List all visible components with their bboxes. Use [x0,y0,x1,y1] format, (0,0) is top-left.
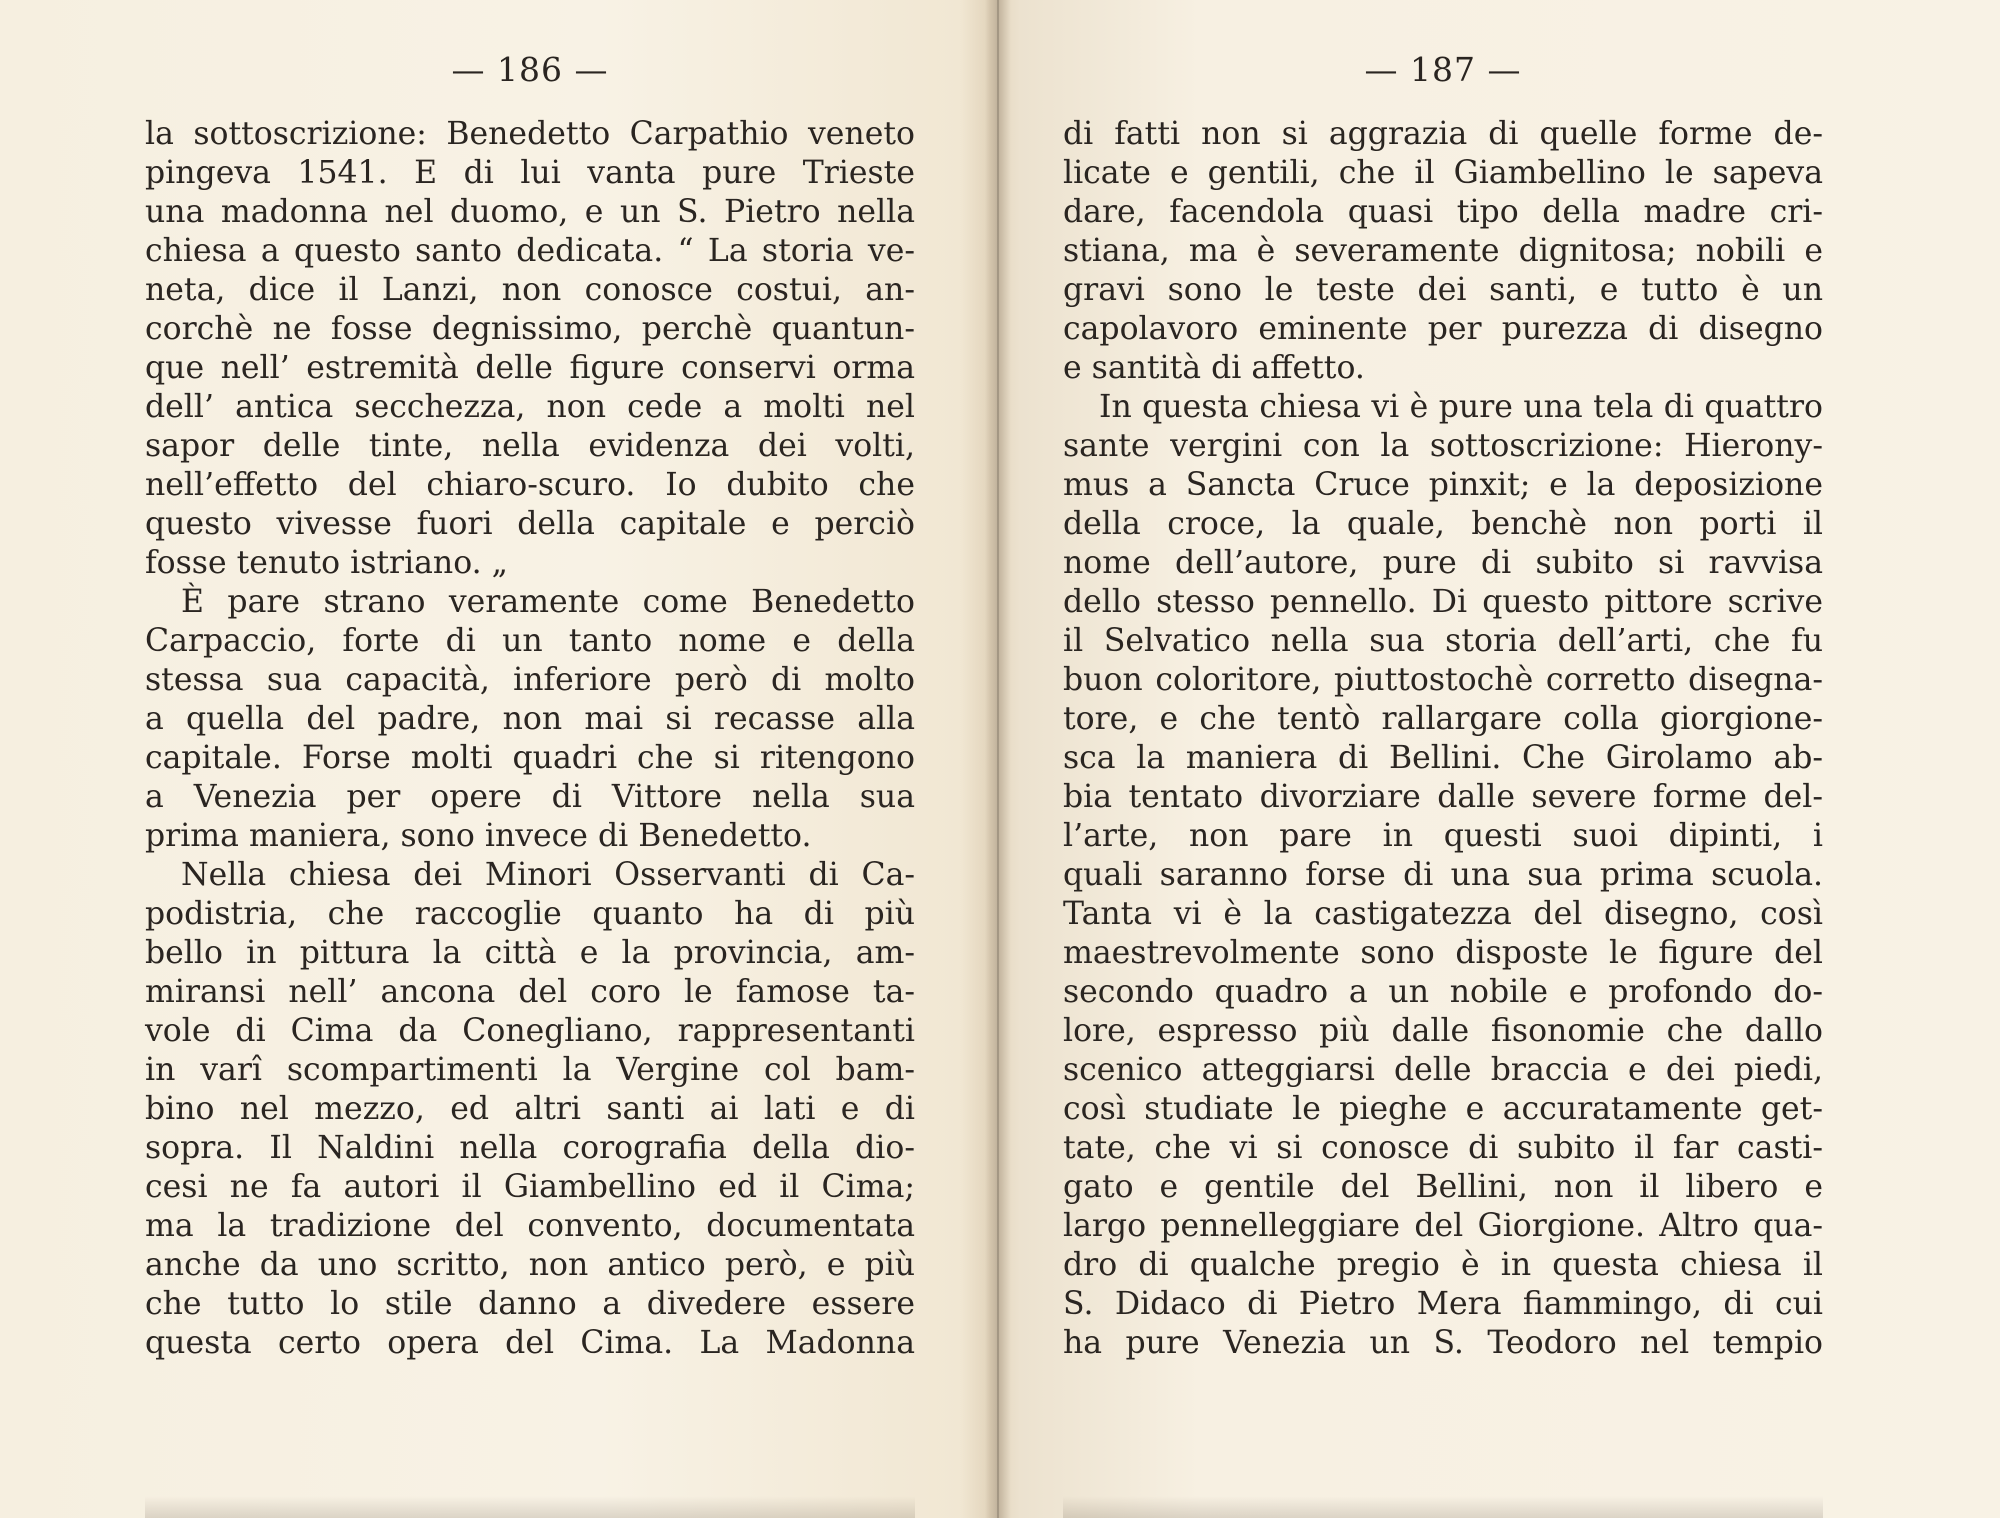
page-edge-shadow [145,1496,915,1518]
text-line: maestrevolmente sono disposte le figure del [1063,935,1823,971]
text-line: buon coloritore, piuttostochè corretto disegna- [1063,662,1823,698]
text-line: bia tentato divorziare dalle severe forme del- [1063,779,1823,815]
right-page-text [1063,115,1823,1363]
text-line: È pare strano veramente come Benedetto [181,584,915,620]
text-line: anche da uno scritto, non antico però, e più [145,1247,915,1283]
text-line: quali saranno forse di una sua prima scuola. [1063,857,1823,893]
text-line: tate, che vi si conosce di subito il far casti- [1063,1130,1823,1166]
text-line: Tanta vi è la castigatezza del disegno, così [1063,896,1823,932]
text-line: in varî scompartimenti la Vergine col bam- [145,1052,915,1088]
text-line: dello stesso pennello. Di questo pittore scrive [1063,584,1823,620]
text-line: S. Didaco di Pietro Mera fiammingo, di cui [1063,1286,1823,1322]
text-line: In questa chiesa vi è pure una tela di quattro [1099,389,1823,425]
text-line: bino nel mezzo, ed altri santi ai lati e di [145,1091,915,1127]
text-line: bello in pittura la città e la provincia, am- [145,935,915,971]
text-line: la sottoscrizione: Benedetto Carpathio veneto [145,116,915,152]
text-line: miransi nell’ ancona del coro le famose ta- [145,974,915,1010]
text-line: neta, dice il Lanzi, non conosce costui, an- [145,272,915,308]
text-line: cesi ne fa autori il Giambellino ed il Cima; [145,1169,915,1205]
text-line: largo pennelleggiare del Giorgione. Altro qua- [1063,1208,1823,1244]
text-line: chiesa a questo santo dedicata. “ La storia ve- [145,233,915,269]
text-line: licate e gentili, che il Giambellino le sapeva [1063,155,1823,191]
text-line: scenico atteggiarsi delle braccia e dei piedi, [1063,1052,1823,1088]
page-number-right: — 187 — [1364,50,1522,89]
text-line: della croce, la quale, benchè non porti il [1063,506,1823,542]
text-line: nome dell’autore, pure di subito si ravvisa [1063,545,1823,581]
text-line: l’arte, non pare in questi suoi dipinti, i [1063,818,1823,854]
page-number-left: — 186 — [451,50,609,89]
text-line: tore, e che tentò rallargare colla giorgione- [1063,701,1823,737]
text-line: capitale. Forse molti quadri che si ritengono [145,740,915,776]
text-line: vole di Cima da Conegliano, rappresentanti [145,1013,915,1049]
text-line: così studiate le pieghe e accuratamente get- [1063,1091,1823,1127]
text-line: sopra. Il Naldini nella corografia della dio- [145,1130,915,1166]
page-edge-shadow [1063,1496,1823,1518]
text-line: una madonna nel duomo, e un S. Pietro nella [145,194,915,230]
text-line: sapor delle tinte, nella evidenza dei volti, [145,428,915,464]
text-line: pingeva 1541. E di lui vanta pure Trieste [145,155,915,191]
book-gutter [985,0,1011,1518]
text-line: lore, espresso più dalle fisonomie che dallo [1063,1013,1823,1049]
text-line: podistria, che raccoglie quanto ha di più [145,896,915,932]
text-line: stessa sua capacità, inferiore però di molto [145,662,915,698]
text-line: nell’effetto del chiaro-scuro. Io dubito che [145,467,915,503]
text-line: mus a Sancta Cruce pinxit; e la deposizione [1063,467,1823,503]
text-line: dare, facendola quasi tipo della madre cri- [1063,194,1823,230]
text-line: gato e gentile del Bellini, non il libero e [1063,1169,1823,1205]
text-line: a quella del padre, non mai si recasse alla [145,701,915,737]
text-line: dro di qualche pregio è in questa chiesa il [1063,1247,1823,1283]
text-line: que nell’ estremità delle figure conservi orma [145,350,915,386]
text-line: Nella chiesa dei Minori Osservanti di Ca- [181,857,915,893]
text-line: corchè ne fosse degnissimo, perchè quantun- [145,311,915,347]
text-line: questo vivesse fuori della capitale e perciò [145,506,915,542]
text-line: secondo quadro a un nobile e profondo do- [1063,974,1823,1010]
text-line: a Venezia per opere di Vittore nella sua [145,779,915,815]
text-line: il Selvatico nella sua storia dell’arti, che fu [1063,623,1823,659]
text-line: stiana, ma è severamente dignitosa; nobili e [1063,233,1823,269]
text-line: ha pure Venezia un S. Teodoro nel tempio [1063,1325,1823,1361]
text-line: prima maniera, sono invece di Benedetto. [145,818,812,854]
text-line: Carpaccio, forte di un tanto nome e della [145,623,915,659]
text-line: questa certo opera del Cima. La Madonna [145,1325,915,1361]
text-line: che tutto lo stile danno a divedere essere [145,1286,915,1322]
text-line: gravi sono le teste dei santi, e tutto è un [1063,272,1823,308]
text-line: fosse tenuto istriano. „ [145,545,508,581]
left-page-text [145,115,915,1363]
left-page [145,0,915,1518]
text-line: ma la tradizione del convento, documentata [145,1208,915,1244]
text-line: dell’ antica secchezza, non cede a molti nel [145,389,915,425]
text-line: capolavoro eminente per purezza di disegno [1063,311,1823,347]
text-line: di fatti non si aggrazia di quelle forme de- [1063,116,1823,152]
text-line: sante vergini con la sottoscrizione: Hierony- [1063,428,1823,464]
right-page [1063,0,1823,1518]
text-line: sca la maniera di Bellini. Che Girolamo ab- [1063,740,1823,776]
text-line: e santità di affetto. [1063,350,1365,386]
